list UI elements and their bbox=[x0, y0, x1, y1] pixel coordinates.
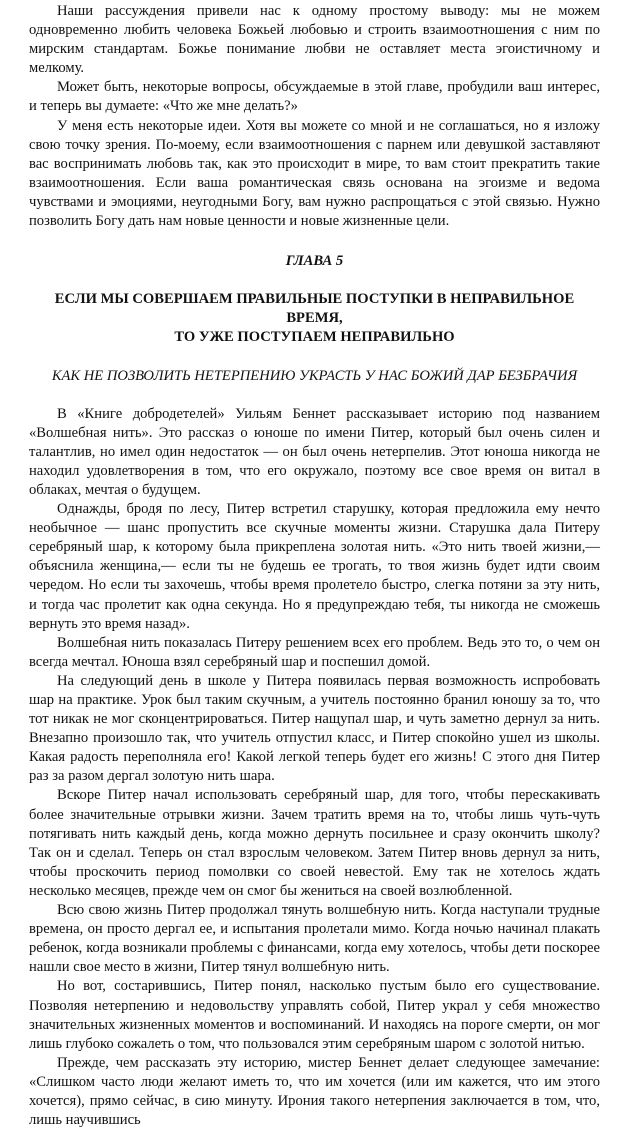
paragraph: Вскоре Питер начал использовать серебряный шар, для того, чтобы перескакивать более значительные отрывки жизни. Зачем тратить время на то, чтобы лишь чуть-чуть потягивать нить каждый день, когда можно дернуть посильнее и сразу окончить школу? Так он и сделал. Теперь он стал взрослым человеком. Затем Питер вновь дернул за нить, чтобы проскочить период помолвки со своей невестой. Ему так не хотелось ждать несколько месяцев, прежде чем он смог бы жениться на своей возлюбленной. bbox=[29, 787, 600, 899]
chapter-title bbox=[29, 290, 600, 347]
paragraph: Прежде, чем рассказать эту историю, мистер Беннет делает следующее замечание: «Слишком часто люди желают иметь то, что им хочется (или им кажется, что им этого хочется), прямо сейчас, в сию минуту. Ирония такого нетерпения заключается в том, что, лишь научившись bbox=[29, 1054, 600, 1129]
paragraph: Наши рассуждения привели нас к одному простому выводу: мы не можем одновременно любить человека Божьей любовью и строить взаимоотношения с ним по мирским стандартам. Божье понимание любви не оставляет места эгоистичному и мелкому. bbox=[29, 3, 600, 77]
paragraph: Но вот, состарившись, Питер понял, насколько пустым было его существование. Позволяя нетерпению и недовольству управлять собой, Питер украл у себя множество значительных жизненных моментов и воспоминаний. И находясь на пороге смерти, он мог лишь глубоко сожалеть о том, что пользовался этим серебряным шаром с золотой нитью. bbox=[29, 978, 600, 1052]
paragraph: Всю свою жизнь Питер продолжал тянуть волшебную нить. Когда наступали трудные времена, он просто дергал ее, и испытания пролетали мимо. Когда ночью начинал плакать ребенок, когда возникали проблемы с финансами, когда ему хотелось, чтобы дети поскорее нашли свое место в жизни, Питер тянул волшебную нить. bbox=[29, 902, 600, 976]
chapter-label: ГЛАВА 5 bbox=[285, 253, 344, 270]
chapter-title-line-2: ТО УЖЕ ПОСТУПАЕМ НЕПРАВИЛЬНО bbox=[174, 329, 455, 346]
paragraph: Волшебная нить показалась Питеру решением всех его проблем. Ведь это то, о чем он всегда мечтал. Юноша взял серебряный шар и поспешил домой. bbox=[29, 634, 600, 670]
paragraph: В «Книге добродетелей» Уильям Беннет рассказывает историю под названием «Волшебная нить». Это рассказ о юноше по имени Питер, который был очень силен и талантлив, но имел один недостаток — он был очень нетерпелив. Этот юноша никогда не находил удовлетворения в том, что его окружало, поэтому все свое время он витал в облаках, мечтая о будущем. bbox=[29, 405, 600, 498]
paragraph: Может быть, некоторые вопросы, обсуждаемые в этой главе, пробудили ваш интерес, и теперь вы думаете: «Что же мне делать?» bbox=[29, 79, 600, 115]
paragraph: На следующий день в школе у Питера появилась первая возможность испробовать шар на практике. Урок был таким скучным, а учитель постоянно бранил юношу за то, что тот никак не мог сконцентрироваться. Питер нащупал шар, и чуть заметно дернул за нить. Внезапно произошло так, что учитель отпустил класс, и Питер спокойно ушел из школы. Какая радость переполняла его! Какой легкой теперь будет его жизнь! С этого дня Питер раз за разом дергал золотую нить шара. bbox=[29, 672, 600, 785]
chapter-subtitle: КАК НЕ ПОЗВОЛИТЬ НЕТЕРПЕНИЮ УКРАСТЬ У НАС БОЖИЙ ДАР БЕЗБРАЧИЯ bbox=[51, 367, 578, 384]
paragraph: Однажды, бродя по лесу, Питер встретил старушку, которая предложила ему нечто необычное — шанс пропустить все скучные моменты жизни. Старушка дала Питеру серебряный шар, к которому была прикреплена золотая нить. «Это нить твоей жизни,— объяснила женщина,— если ты не будешь ее трогать, то твоя жизнь будет идти своим чередом. Но если ты захочешь, чтобы время пролетело быстро, слегка потяни за эту нить, и тогда час пролетит как одна секунда. Но я предупреждаю тебя, ты никогда не сможешь вернуть это время назад». bbox=[29, 501, 600, 632]
chapter-title-line-1: ЕСЛИ МЫ СОВЕРШАЕМ ПРАВИЛЬНЫЕ ПОСТУПКИ В НЕПРАВИЛЬНОЕ ВРЕМЯ, bbox=[54, 291, 575, 327]
paragraph: У меня есть некоторые идеи. Хотя вы можете со мной и не соглашаться, но я изложу свою точку зрения. По-моему, если взаимоотношения с парнем или девушкой заставляют вас воспринимать любовь так, как это происходит в мире, то вам стоит прекратить такие взаимоотношения. Если ваша романтическая связь основана на эгоизме и ведома чувствами и эмоциями, неугодными Богу, вам нужно распрощаться с этой связью. Нужно позволить Богу дать нам новые ценности и новые жизненные цели. bbox=[29, 117, 600, 230]
